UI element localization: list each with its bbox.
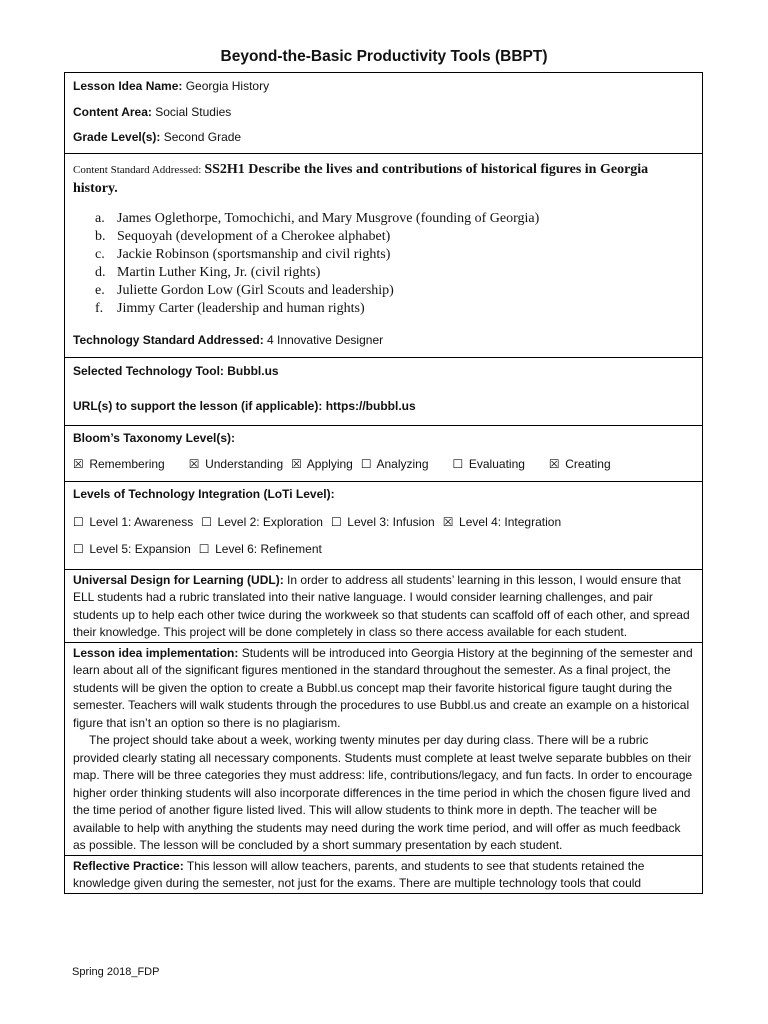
standard-list: [95, 210, 696, 318]
selected-tool-label: Selected Technology Tool:: [73, 364, 224, 378]
loti-label: Levels of Technology Integration (LoTi Level):: [73, 487, 335, 501]
list-item: e. Juliette Gordon Low (Girl Scouts and leadership): [95, 282, 394, 298]
content-standard-section: [65, 154, 702, 359]
list-item: c. Jackie Robinson (sportsmanship and civil rights): [95, 246, 391, 262]
grade-level-label: Grade Level(s):: [73, 130, 161, 144]
udl-label: Universal Design for Learning (UDL):: [73, 572, 284, 587]
checkbox-icon[interactable]: ☐: [360, 456, 372, 471]
content-standard-text: SS2H1 Describe the lives and contributions of historical figures in Georgia history.: [73, 161, 649, 196]
blooms-evaluating[interactable]: ☐ Evaluating: [453, 456, 525, 474]
implementation-text-1: Students will be introduced into Georgia History at the beginning of the semester and learn about all of the significant figures mentioned in the standard throughout the semester. As a final project, the students will be given the option to create a Bubbl.us concept map their favorite historical figure taught during the semester. Teachers will walk students through the procedures to use Bubbl.us and create an example on a historical figure that isn’t an option so there is no plagiarism.: [73, 645, 693, 730]
loti-level-2[interactable]: ☐ Level 2: Exploration: [201, 514, 323, 532]
reflective-section: [65, 856, 702, 893]
list-item: f. Jimmy Carter (leadership and human rights): [95, 300, 365, 316]
blooms-options: [73, 456, 696, 474]
checkbox-icon[interactable]: ☐: [452, 456, 464, 471]
lesson-idea-row: [73, 78, 696, 96]
blooms-section: [65, 426, 702, 482]
blooms-analyzing[interactable]: ☐ Analyzing: [361, 456, 429, 474]
loti-level-1[interactable]: ☐ Level 1: Awareness: [73, 514, 193, 532]
lesson-idea-value: Georgia History: [185, 79, 270, 93]
loti-options-row-1: [73, 514, 696, 532]
loti-options-row-2: [73, 541, 696, 559]
content-area-row: [73, 104, 696, 122]
checkbox-icon[interactable]: ☒: [442, 514, 454, 529]
checkbox-icon[interactable]: ☐: [201, 514, 212, 529]
checkbox-icon[interactable]: ☐: [198, 542, 210, 556]
checkbox-icon[interactable]: ☒: [548, 456, 560, 471]
blooms-applying[interactable]: ☒ Applying: [291, 456, 353, 474]
list-item: b. Sequoyah (development of a Cherokee alphabet): [95, 228, 391, 244]
selected-tool-value: Bubbl.us: [227, 364, 279, 378]
content-standard-label: Content Standard Addressed:: [73, 163, 202, 176]
loti-level-4[interactable]: ☒ Level 4: Integration: [443, 514, 561, 532]
implementation-label: Lesson idea implementation:: [73, 645, 239, 660]
blooms-remembering[interactable]: ☒ Remembering: [73, 456, 165, 474]
page-footer: Spring 2018_FDP: [72, 966, 160, 978]
udl-section: [65, 570, 702, 643]
udl-text: In order to address all students’ learning in this lesson, I would ensure that ELL students had a rubric translated into their native language. I would consider learning challenges, and pair students up to help each other twice during the workweek so that students can scaffold off of each other, and spread their knowledge. This project will be done completely in class so there access available for each student.: [73, 572, 690, 639]
tech-standard-value: 4 Innovative Designer: [267, 332, 384, 347]
page-title: Beyond-the-Basic Productivity Tools (BBPT): [220, 48, 548, 65]
checkbox-icon[interactable]: ☐: [73, 514, 84, 529]
udl-paragraph: [73, 572, 696, 642]
url-row: [73, 398, 696, 416]
implementation-section: [65, 643, 702, 856]
grade-level-row: [73, 129, 696, 147]
content-area-label: Content Area:: [73, 104, 152, 119]
list-item: a. James Oglethorpe, Tomochichi, and Mary Musgrove (founding of Georgia): [95, 210, 540, 226]
tech-standard-label: Technology Standard Addressed:: [73, 332, 264, 347]
loti-level-5[interactable]: ☐ Level 5: Expansion: [73, 541, 191, 559]
checkbox-icon[interactable]: ☐: [73, 542, 84, 556]
list-item: d. Martin Luther King, Jr. (civil rights): [95, 264, 321, 280]
lesson-idea-label: Lesson Idea Name:: [73, 79, 183, 93]
blooms-creating[interactable]: ☒ Creating: [549, 456, 611, 474]
tech-standard-row: [73, 332, 696, 350]
content-standard-heading: [73, 160, 696, 198]
checkbox-icon[interactable]: ☒: [291, 456, 302, 471]
loti-section: [65, 482, 702, 570]
checkbox-icon[interactable]: ☐: [330, 514, 342, 529]
reflective-label: Reflective Practice:: [73, 858, 184, 873]
selected-tool-row: [73, 363, 696, 381]
loti-level-6[interactable]: ☐ Level 6: Refinement: [199, 541, 322, 559]
blooms-label: Bloom’s Taxonomy Level(s):: [73, 431, 236, 445]
checkbox-icon[interactable]: ☒: [73, 456, 84, 471]
reflective-paragraph: [73, 858, 696, 893]
content-area-value: Social Studies: [155, 104, 232, 119]
grade-level-value: Second Grade: [163, 130, 242, 144]
checkbox-icon[interactable]: ☒: [188, 456, 200, 471]
lesson-plan-table: [64, 72, 703, 894]
implementation-paragraph-1: [73, 645, 696, 733]
url-link[interactable]: https://bubbl.us: [325, 398, 416, 413]
blooms-understanding[interactable]: ☒ Understanding: [189, 456, 283, 474]
url-label: URL(s) to support the lesson (if applicable):: [73, 398, 323, 413]
reflective-text: This lesson will allow teachers, parents, and students to see that students retained the knowledge given during the semester, not just for the exams. There are multiple technology tools that could: [73, 858, 645, 890]
technology-tool-section: [65, 358, 702, 426]
implementation-paragraph-2: The project should take about a week, working twenty minutes per day during class. There will be a rubric provided clearly stating all necessary components. Students must complete at least twelve separate bubbles on their map. There will be three categories they must address: life, contributions/legacy, and fun facts. In order to encourage higher order thinking students will also incorporate differences in the time period in which the chosen figure lived and the time period of another figure listed lived. This will allow students to think more in depth. The teacher will be available to help with anything the students may need during the work time period, and will offer as much feedback as possible. The lesson will be concluded by a short summary presentation by each student.: [73, 733, 693, 852]
loti-level-3[interactable]: ☐ Level 3: Infusion: [331, 514, 435, 532]
lesson-info-section: [65, 73, 702, 154]
